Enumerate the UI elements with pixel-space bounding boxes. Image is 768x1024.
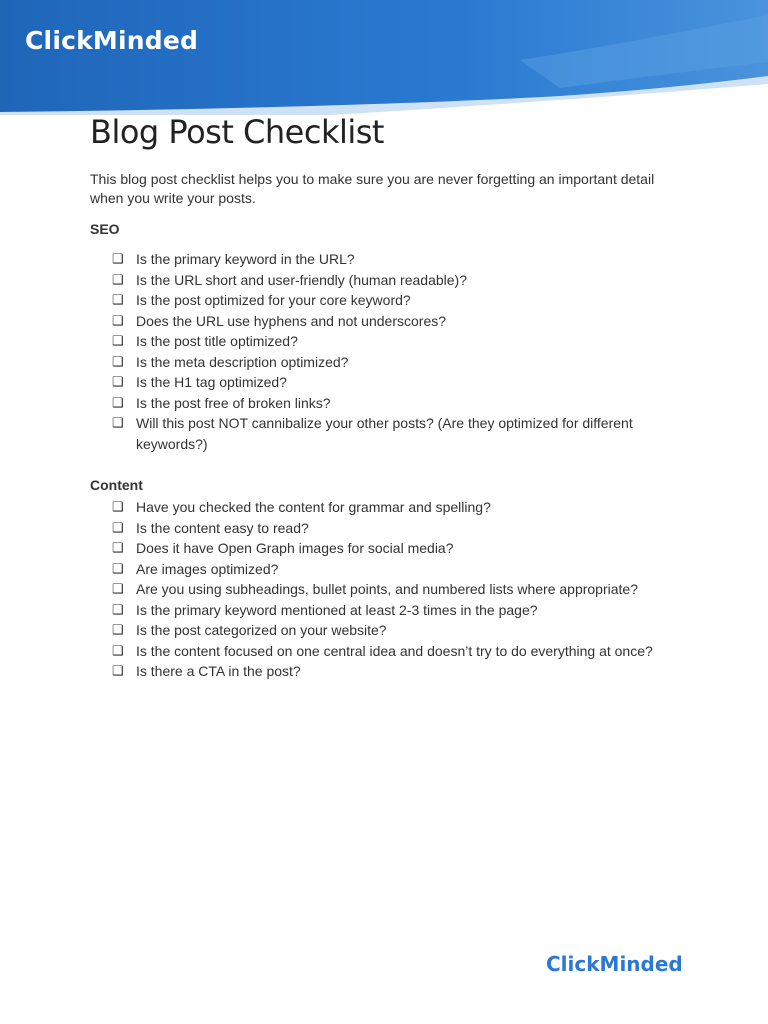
checklist-item[interactable]	[112, 579, 702, 600]
checklist-item-label: Is the post free of broken links?	[136, 394, 331, 411]
checklist-item[interactable]	[112, 661, 702, 682]
checkbox-icon[interactable]: ❑	[112, 333, 124, 348]
checkbox-icon[interactable]: ❑	[112, 292, 124, 307]
checklist-item[interactable]	[112, 270, 702, 291]
checklist-item[interactable]	[112, 413, 702, 454]
intro-paragraph: This blog post checklist helps you to make sure you are never forgetting an important detail when you write your posts.	[90, 171, 655, 206]
checklist-item-label: Is the H1 tag optimized?	[136, 374, 287, 390]
brand-logo: ClickMinded	[25, 26, 199, 55]
checklist-item[interactable]	[112, 518, 702, 539]
seo-checklist	[112, 249, 702, 454]
checkbox-icon[interactable]: ❑	[112, 374, 124, 389]
checklist-item-label: Are images optimized?	[136, 560, 279, 577]
checklist-item-label: Is the post categorized on your website?	[136, 622, 387, 638]
checkbox-icon[interactable]: ❑	[112, 415, 124, 430]
checklist-item[interactable]	[112, 393, 702, 414]
checklist-item-label: Is the meta description optimized?	[136, 353, 349, 370]
checkbox-icon[interactable]: ❑	[112, 353, 124, 369]
checkbox-icon[interactable]: ❑	[112, 271, 124, 287]
header-wave-graphic	[0, 0, 768, 115]
checklist-item[interactable]	[112, 311, 702, 332]
checklist-item[interactable]	[112, 331, 702, 352]
checklist-item[interactable]	[112, 290, 702, 311]
checkbox-icon[interactable]: ❑	[112, 394, 124, 410]
checklist-item-label: Have you checked the content for grammar and spelling?	[136, 499, 491, 515]
checklist-item[interactable]	[112, 559, 702, 580]
checklist-item[interactable]	[112, 600, 702, 621]
checklist-item-label: Does the URL use hyphens and not underscores?	[136, 312, 447, 329]
checkbox-icon[interactable]: ❑	[112, 540, 124, 555]
section-heading-content: Content	[90, 477, 143, 493]
checkbox-icon[interactable]: ❑	[112, 312, 124, 328]
checklist-item-label: Will this post NOT cannibalize your other posts? (Are they optimized for different keywords?)	[136, 415, 633, 452]
section-heading-seo: SEO	[90, 221, 120, 237]
checklist-item[interactable]	[112, 538, 702, 559]
checkbox-icon[interactable]: ❑	[112, 601, 124, 617]
checklist-item-label: Is the content easy to read?	[136, 519, 309, 536]
checkbox-icon[interactable]: ❑	[112, 642, 124, 658]
checkbox-icon[interactable]: ❑	[112, 499, 124, 514]
checkbox-icon[interactable]: ❑	[112, 622, 124, 637]
checkbox-icon[interactable]: ❑	[112, 663, 124, 678]
checklist-item[interactable]	[112, 641, 702, 662]
checklist-item-label: Is there a CTA in the post?	[136, 663, 301, 679]
checklist-item-label: Is the URL short and user-friendly (human readable)?	[136, 271, 467, 288]
footer-brand-logo: ClickMinded	[546, 952, 683, 976]
checklist-item-label: Is the primary keyword mentioned at least 2-3 times in the page?	[136, 601, 538, 618]
checklist-item[interactable]	[112, 620, 702, 641]
checklist-item[interactable]	[112, 249, 702, 270]
checklist-item-label: Is the post title optimized?	[136, 333, 298, 349]
checkbox-icon[interactable]: ❑	[112, 251, 124, 266]
content-checklist	[112, 497, 702, 682]
checklist-item-label: Does it have Open Graph images for social media?	[136, 540, 454, 556]
checklist-item-label: Are you using subheadings, bullet points, and numbered lists where appropriate?	[136, 581, 638, 597]
checkbox-icon[interactable]: ❑	[112, 581, 124, 596]
checklist-item-label: Is the content focused on one central idea and doesn’t try to do everything at once?	[136, 642, 653, 659]
checklist-item-label: Is the primary keyword in the URL?	[136, 251, 355, 267]
page-title: Blog Post Checklist	[90, 113, 384, 151]
checklist-item-label: Is the post optimized for your core keyword?	[136, 292, 411, 308]
checkbox-icon[interactable]: ❑	[112, 560, 124, 576]
checklist-item[interactable]	[112, 372, 702, 393]
checkbox-icon[interactable]: ❑	[112, 519, 124, 535]
checklist-item[interactable]	[112, 352, 702, 373]
header-banner	[0, 0, 768, 115]
checklist-item[interactable]	[112, 497, 702, 518]
